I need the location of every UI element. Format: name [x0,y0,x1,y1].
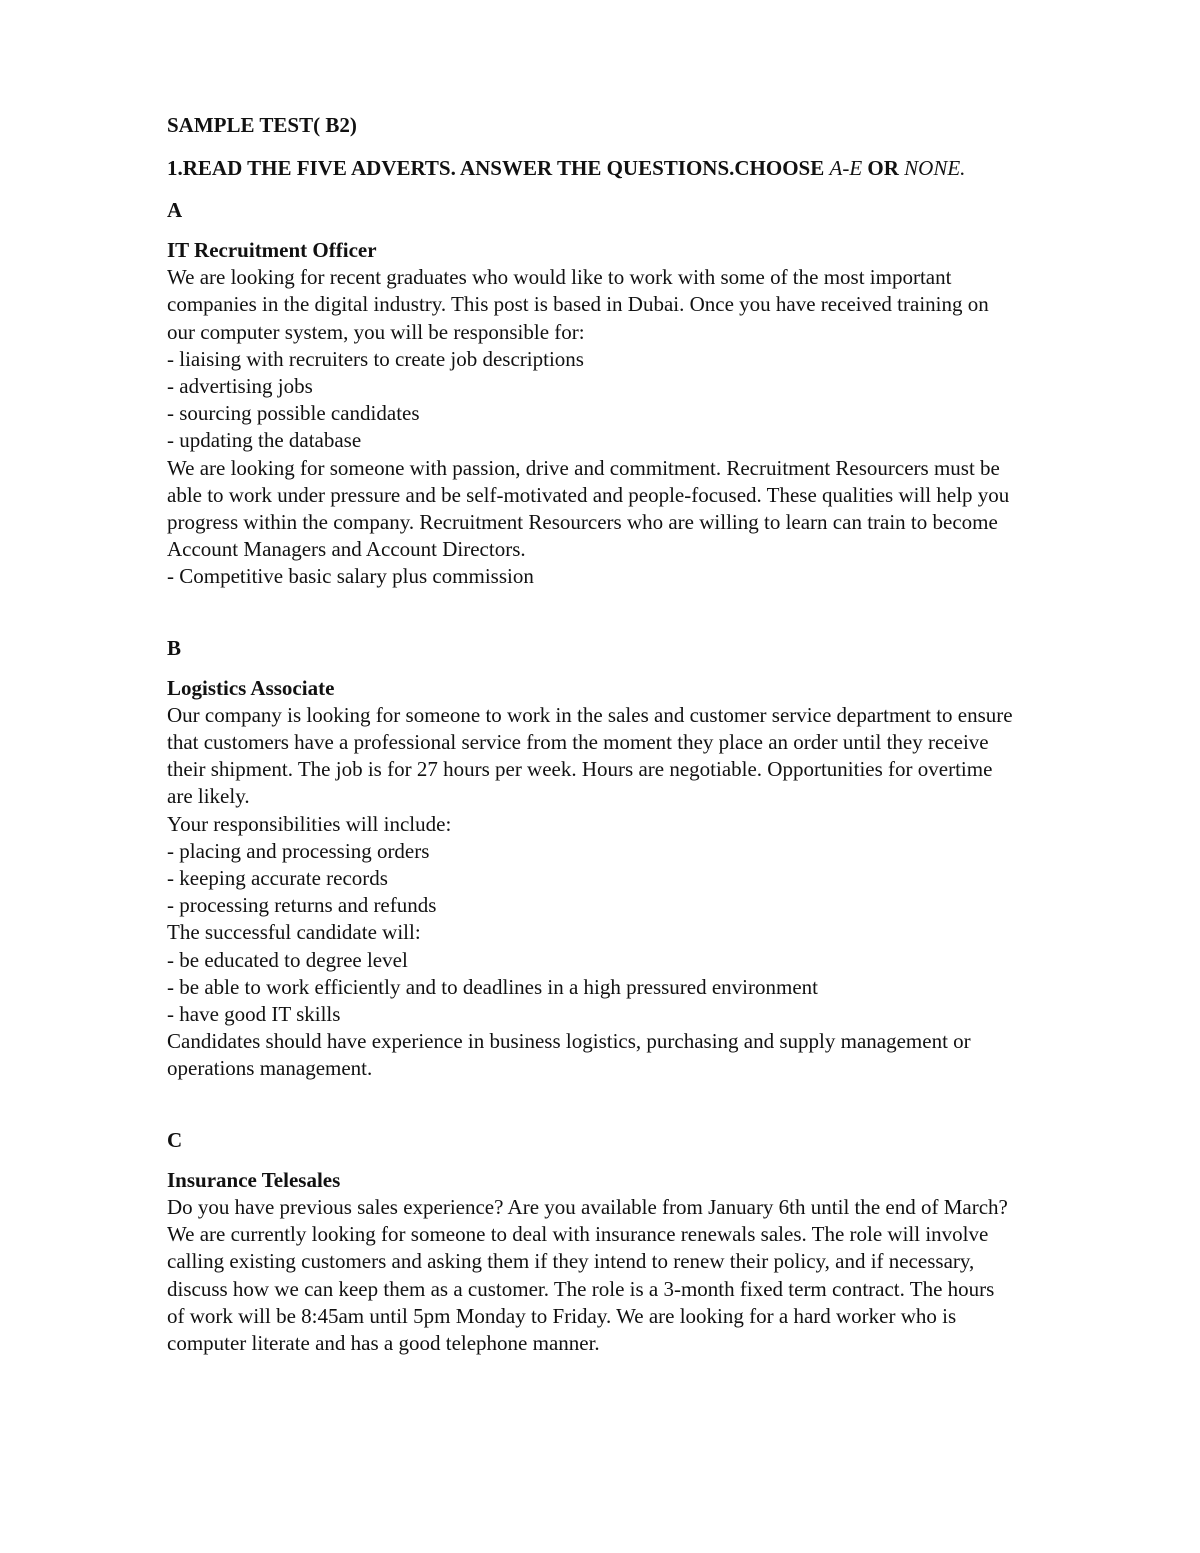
advert-b [167,675,1127,1083]
advert-b-line: Candidates should have experience in business logistics, purchasing and supply management or [167,1029,971,1054]
advert-a-line: - Competitive basic salary plus commission [167,564,534,589]
advert-a-line: We are looking for someone with passion, drive and commitment. Recruitment Resourcers must be [167,455,1000,480]
advert-c-line: calling existing customers and asking them if they intend to renew their policy, and if necessary, [167,1249,975,1274]
advert-b-line: are likely. [167,784,250,809]
instruction-choice-b: NONE. [904,156,966,180]
advert-b-line: - be able to work efficiently and to deadlines in a high pressured environment [167,974,818,999]
advert-a-line: companies in the digital industry. This post is based in Dubai. Once you have received training on [167,292,989,317]
advert-a-line: able to work under pressure and be self-motivated and people-focused. These qualities will help you [167,482,1010,507]
advert-b-line: - keeping accurate records [167,866,388,891]
document-page [167,110,1127,1357]
advert-b-line: Your responsibilities will include: [167,811,452,836]
spacer [167,591,1127,633]
instruction-line [167,153,1127,183]
advert-b-line: - processing returns and refunds [167,893,437,918]
advert-b-line: Our company is looking for someone to work in the sales and customer service department to ensure [167,702,1013,727]
advert-c [167,1167,1127,1357]
advert-b-line: - have good IT skills [167,1002,341,1027]
advert-a-title: IT Recruitment Officer [167,238,377,262]
advert-c-line: We are currently looking for someone to deal with insurance renewals sales. The role will involve [167,1222,989,1247]
advert-a-line: - sourcing possible candidates [167,401,420,426]
advert-c-line: of work will be 8:45am until 5pm Monday to Friday. We are looking for a hard worker who is [167,1303,957,1328]
instruction-prefix: 1.READ THE FIVE ADVERTS. ANSWER THE QUESTIONS.CHOOSE [167,156,830,180]
instruction-choice-a: A-E [829,156,863,180]
advert-c-letter: C [167,1127,183,1152]
advert-a-line: - liaising with recruiters to create job descriptions [167,346,584,371]
advert-a-line: We are looking for recent graduates who would like to work with some of the most important [167,265,952,290]
advert-a-line: Account Managers and Account Directors. [167,537,526,562]
advert-a-line: - updating the database [167,428,362,453]
advert-a [167,237,1127,591]
advert-b-line: operations management. [167,1056,373,1081]
advert-c-line: computer literate and has a good telephone manner. [167,1330,600,1355]
advert-a-letter: A [167,198,183,222]
advert-a-line: progress within the company. Recruitment Resourcers who are willing to learn can train to become [167,510,998,535]
advert-b-line: - placing and processing orders [167,838,430,863]
advert-b-line: that customers have a professional service from the moment they place an order until they receive [167,730,989,755]
advert-a-line: our computer system, you will be responsible for: [167,319,585,344]
advert-b-letter: B [167,635,182,660]
spacer [167,1083,1127,1125]
advert-b-title: Logistics Associate [167,675,335,700]
advert-c-line: discuss how we can keep them as a customer. The role is a 3-month fixed term contract. The hours [167,1276,995,1301]
advert-b-line: The successful candidate will: [167,920,421,945]
instruction-middle: OR [862,156,905,180]
advert-c-line: Do you have previous sales experience? Are you available from January 6th until the end of March? [167,1194,1008,1219]
advert-c-title: Insurance Telesales [167,1167,341,1192]
test-title: SAMPLE TEST( B2) [167,113,357,137]
advert-b-line: - be educated to degree level [167,947,408,972]
advert-a-line: - advertising jobs [167,374,313,399]
advert-b-line: their shipment. The job is for 27 hours per week. Hours are negotiable. Opportunities for overtime [167,757,993,782]
